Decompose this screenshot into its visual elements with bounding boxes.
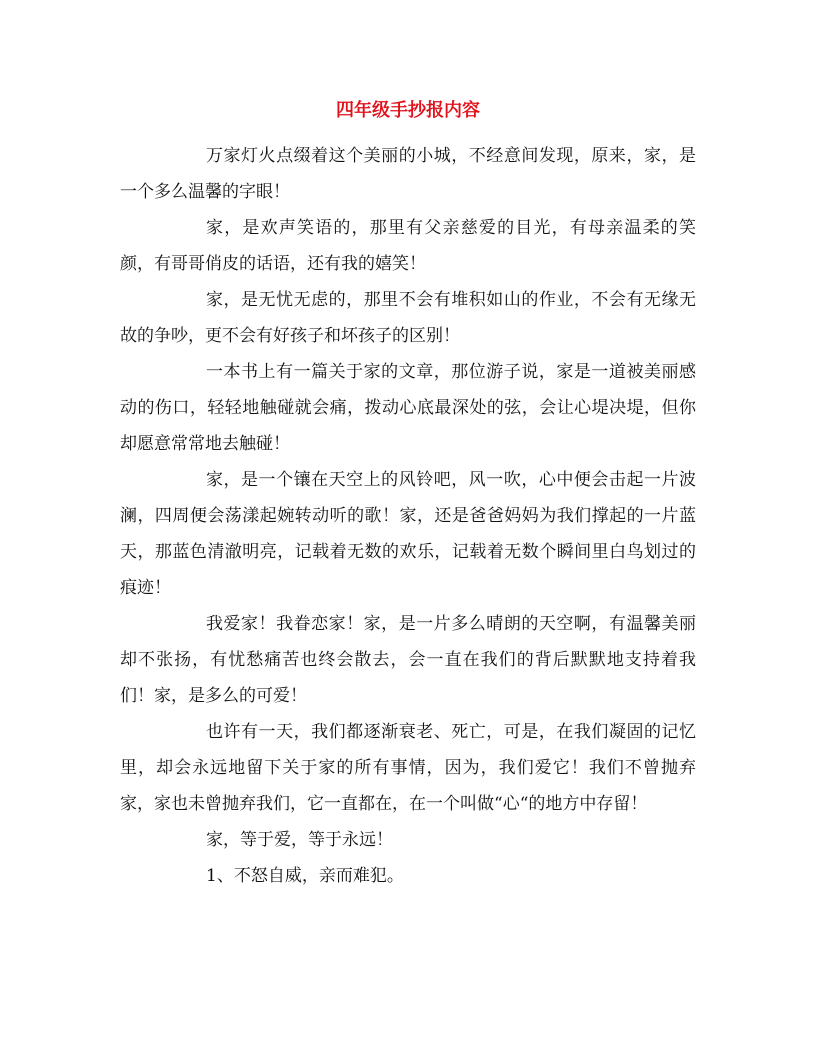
paragraph: 家，是一个镶在天空上的风铃吧，风一吹，心中便会击起一片波澜，四周便会荡漾起婉转动听的歌！家，还是爸爸妈妈为我们撑起的一片蓝天，那蓝色清澈明亮，记载着无数的欢乐，记载着无数个瞬间里白鸟划过的痕迹！ — [120, 470, 696, 598]
paragraph: 我爱家！我眷恋家！家，是一片多么晴朗的天空啊，有温馨美丽却不张扬，有忧愁痛苦也终会散去，会一直在我们的背后默默地支持着我们！家，是多么的可爱！ — [120, 614, 696, 706]
document-title: 四年级手抄报内容 — [336, 100, 480, 121]
paragraph: 家，等于爱，等于永远！ — [206, 830, 393, 850]
paragraph: 家，是欢声笑语的，那里有父亲慈爱的目光，有母亲温柔的笑颜，有哥哥俏皮的话语，还有我的嬉笑！ — [120, 218, 696, 274]
document-body — [120, 138, 696, 894]
paragraph: 万家灯火点缀着这个美丽的小城，不经意间发现，原来，家，是一个多么温馨的字眼！ — [120, 146, 696, 202]
paragraph: 一本书上有一篇关于家的文章，那位游子说，家是一道被美丽感动的伤口，轻轻地触碰就会痛，拨动心底最深处的弦，会让心堤决堤，但你却愿意常常地去触碰！ — [120, 362, 696, 454]
paragraph: 家，是无忧无虑的，那里不会有堆积如山的作业，不会有无缘无故的争吵，更不会有好孩子和坏孩子的区别！ — [120, 290, 696, 346]
paragraph: 也许有一天，我们都逐渐衰老、死亡，可是，在我们凝固的记忆里，却会永远地留下关于家的所有事情，因为，我们爱它！我们不曾抛弃家，家也未曾抛弃我们，它一直都在，在一个叫做“心“的地方中存留！ — [120, 722, 696, 814]
list-item: 1、不怒自威，亲而难犯。 — [206, 866, 404, 886]
